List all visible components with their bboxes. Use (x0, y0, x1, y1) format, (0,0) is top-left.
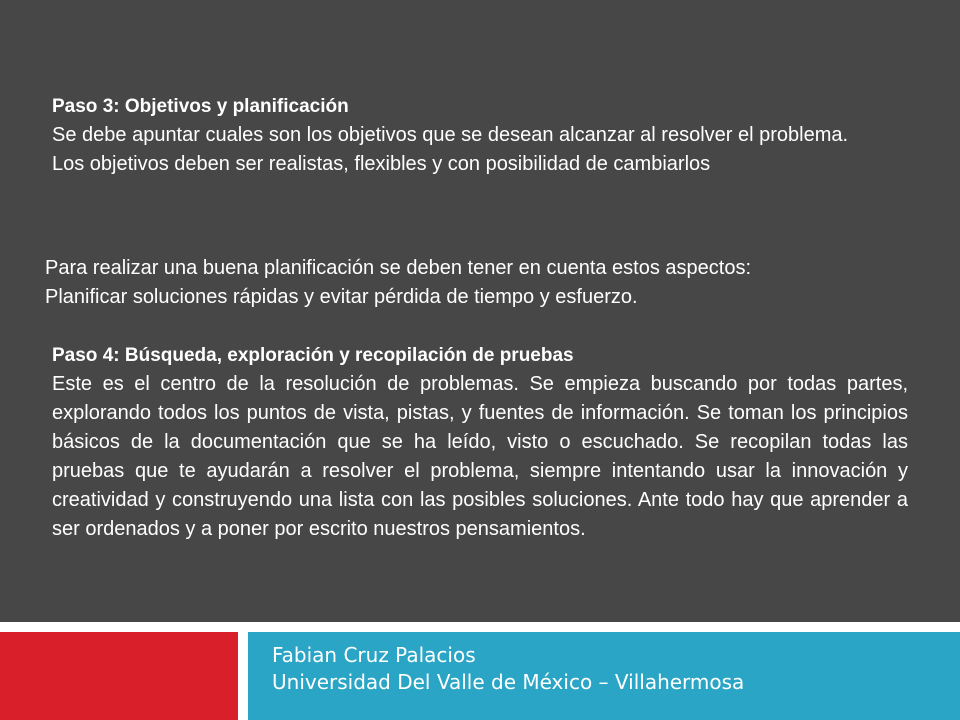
step-3-goals-text: Se debe apuntar cuales son los objetivos que se desean alcanzar al resolver el problema. (52, 124, 849, 146)
step-4-section (52, 342, 908, 544)
planning-section (45, 254, 905, 312)
planning-aspects-text: Para realizar una buena planificación se deben tener en cuenta estos aspectos: (45, 257, 752, 279)
step-3-realistic-goals-text: Los objetivos deben ser realistas, flexibles y con posibilidad de cambiarlos (52, 153, 711, 175)
footer-author: Fabian Cruz Palacios (272, 643, 476, 667)
step-3-section (52, 93, 912, 179)
footer-divider (238, 632, 248, 720)
slide-footer (0, 622, 960, 720)
step-3-heading: Paso 3: Objetivos y planificación (52, 96, 349, 117)
footer-red-block (0, 632, 238, 720)
step-4-heading: Paso 4: Búsqueda, exploración y recopilación de pruebas (52, 345, 574, 366)
footer-credits (272, 642, 744, 696)
footer-institution: Universidad Del Valle de México – Villahermosa (272, 670, 745, 694)
planning-quick-solutions-text: Planificar soluciones rápidas y evitar pérdida de tiempo y esfuerzo. (45, 286, 638, 308)
step-4-body-text: Este es el centro de la resolución de problemas. Se empieza buscando por todas partes, explorando todos los puntos de vista, pistas, y fuentes de información. Se toman los principios básicos de la documentación que se ha leído, visto o escuchado. Se recopilan todas las pruebas que te ayudarán a resolver el problema, siempre intentando usar la innovación y creatividad y construyendo una lista con las posibles soluciones. Ante todo hay que aprender a ser ordenados y a poner por escrito nuestros pensamientos. (52, 373, 908, 540)
